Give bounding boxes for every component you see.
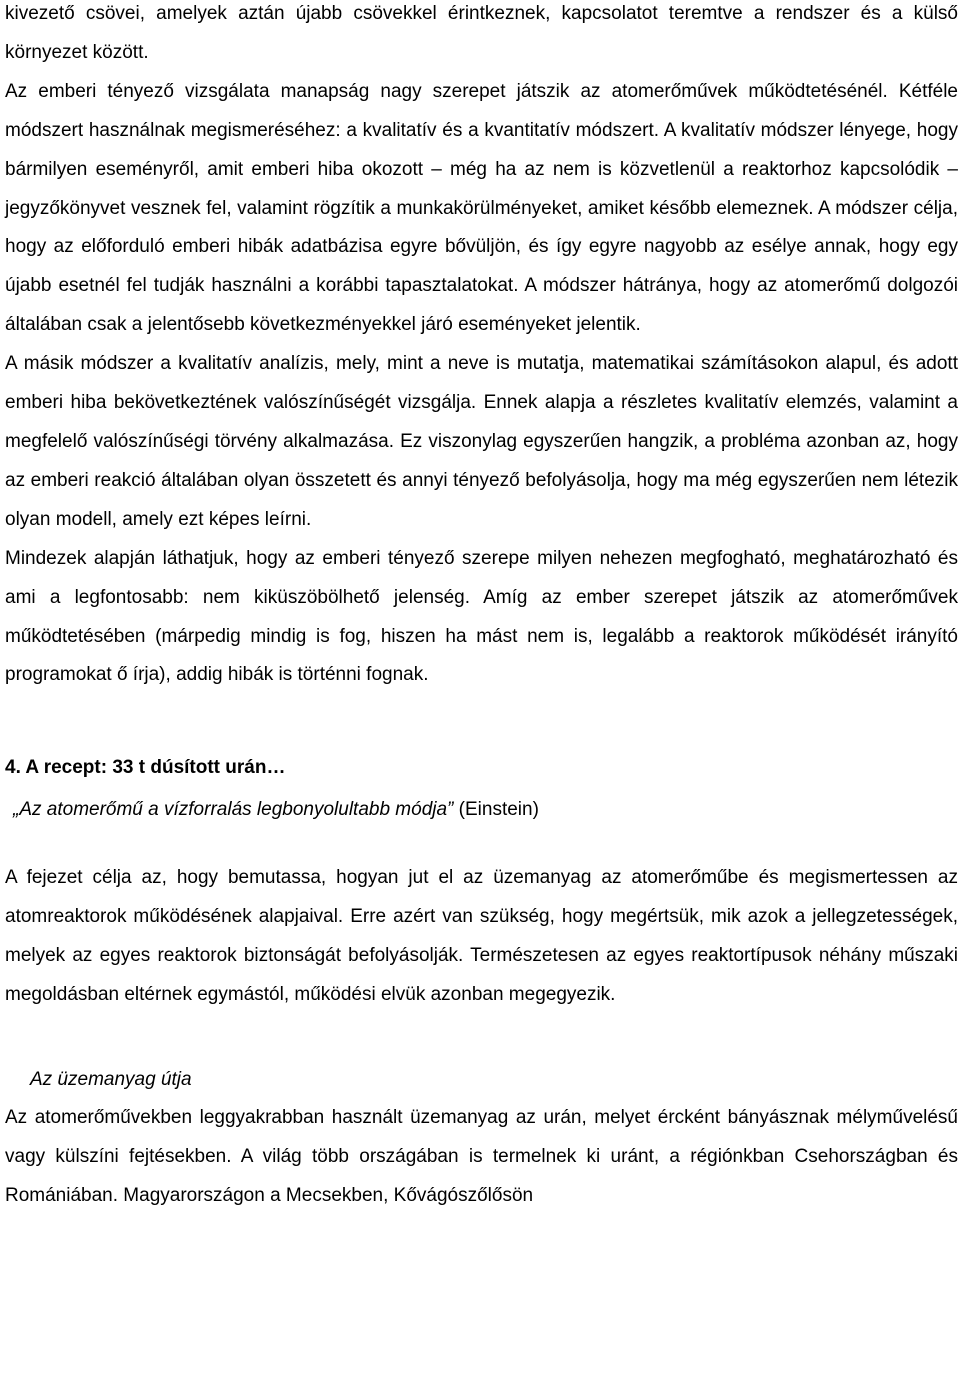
- chapter-heading: 4. A recept: 33 t dúsított urán…: [5, 757, 286, 779]
- paragraph-conclusion: Mindezek alapján láthatjuk, hogy az emberi tényező szerepe milyen nehezen megfogható, meghatározható és ami a legfontosabb: nem kiküszöbölhető jelenség. Amíg az ember szerepet játszik az atomerőművek működtetésében (márpedig mindig is fog, hiszen ha mást nem is, legalább a reaktorok működését irányító programokat ő írja), addig hibák is történni fognak.: [5, 547, 958, 686]
- motto-quote: „Az atomerőmű a vízforralás legbonyolultabb módja”: [13, 799, 454, 821]
- paragraph-human-factor: Az emberi tényező vizsgálata manapság nagy szerepet játszik az atomerőművek működtetésénél. Kétféle módszert használnak megismeréséhez: a kvalitatív és a kvantitatív módszert. A kvalitatív módszer lényege, hogy bármilyen eseményről, amit emberi hiba okozott – még ha az nem is közvetlenül a reaktorhoz kapcsolódik – jegyzőkönyvet vesznek fel, valamint rögzítik a munkakörülményeket, amiket később elemeznek. A módszer célja, hogy az előforduló emberi hibák adatbázisa egyre bővüljön, és így egyre nagyobb az esélye annak, hogy egy újabb esetnél fel tudják használni a korábbi tapasztalatokat. A módszer hátránya, hogy az atomerőmű dolgozói általában csak a jelentősebb következményekkel járó eseményeket jelentik.: [5, 80, 958, 336]
- motto-author: (Einstein): [453, 799, 539, 821]
- chapter-motto: [13, 791, 958, 829]
- paragraph-other-method: A másik módszer a kvalitatív analízis, mely, mint a neve is mutatja, matematikai számításokon alapul, és adott emberi hiba bekövetkeztének valószínűségét vizsgálja. Ennek alapja a részletes kvalitatív elemzés, valamint a megfelelő valószínűségi törvény alkalmazása. Ez viszonylag egyszerűen hangzik, a probléma azonban az, hogy az emberi reakció általában olyan összetett és annyi tényező befolyásolja, hogy ma még egyszerűen nem létezik olyan modell, amely ezt képes leírni.: [5, 353, 958, 530]
- section-subheading: Az üzemanyag útja: [30, 1068, 192, 1090]
- spacer: [5, 1015, 958, 1061]
- paragraph-continuation: kivezető csövei, amelyek aztán újabb csövekkel érintkeznek, kapcsolatot teremtve a rendszer és a külső környezet között.: [5, 3, 958, 63]
- spacer: [5, 695, 958, 749]
- paragraph-fuel-path: Az atomerőművekben leggyakrabban használt üzemanyag az urán, melyet ércként bányásznak mélyművelésű vagy külszíni fejtésekben. A világ több országában is termelnek ki uránt, a régiónkban Csehországban és Romániában. Magyarországon a Mecsekben, Kővágószőlősön: [5, 1106, 958, 1206]
- spacer: [5, 829, 958, 859]
- document-page: [5, 0, 958, 1216]
- paragraph-chapter-intro: A fejezet célja az, hogy bemutassa, hogyan jut el az üzemanyag az atomerőműbe és megismertessen az atomreaktorok működésének alapjaival. Erre azért van szükség, hogy megértsük, mik azok a jellegzetességek, melyek az egyes reaktorok biztonságát befolyásolják. Természetesen az egyes reaktortípusok néhány műszaki megoldásban eltérnek egymástól, működési elvük azonban megegyezik.: [5, 867, 958, 1006]
